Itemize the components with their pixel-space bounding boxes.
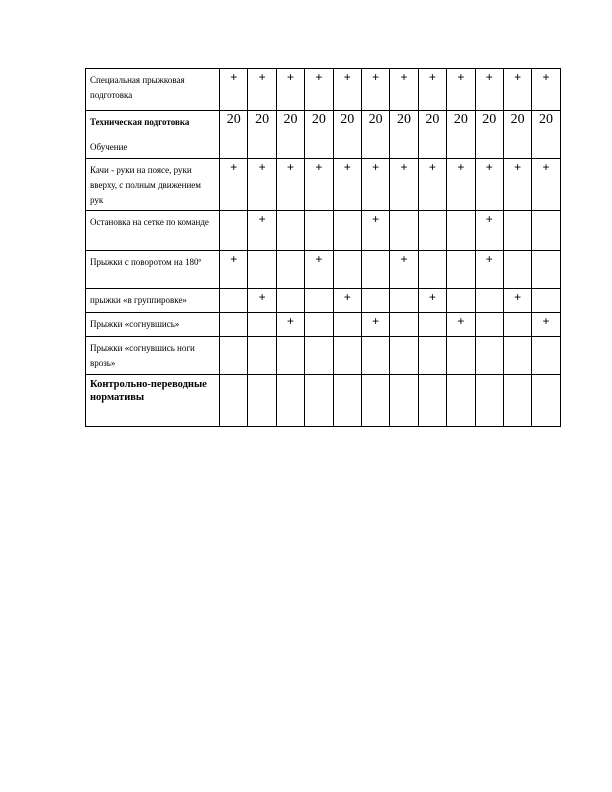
plus-mark: +: [514, 70, 522, 84]
training-plan-body: [86, 69, 561, 427]
plus-mark: +: [372, 160, 380, 174]
table-cell: [503, 211, 531, 251]
table-cell: [333, 211, 361, 251]
table-cell: [447, 375, 475, 427]
table-cell: [361, 69, 389, 111]
table-cell: [390, 337, 418, 375]
plus-mark: +: [230, 160, 238, 174]
cell-value: 20: [510, 112, 525, 127]
table-row: [86, 251, 561, 289]
table-cell: [361, 289, 389, 313]
row-label: Качи - руки на поясе, руки вверху, с полным движением рук: [90, 165, 202, 205]
row-label: прыжки «в группировке»: [90, 295, 187, 305]
table-cell: [248, 111, 276, 159]
table-cell: [503, 337, 531, 375]
plus-mark: +: [258, 212, 266, 226]
row-label: Техническая подготовка: [90, 117, 190, 127]
table-cell: [276, 69, 304, 111]
table-cell: [220, 211, 248, 251]
table-row: [86, 337, 561, 375]
table-cell: [390, 111, 418, 159]
table-cell: [276, 375, 304, 427]
table-cell: [248, 251, 276, 289]
table-cell: [532, 211, 560, 251]
table-cell: [532, 69, 560, 111]
table-cell: [361, 159, 389, 211]
cell-value: 20: [311, 112, 326, 127]
table-cell: [475, 375, 503, 427]
plus-mark: +: [542, 160, 550, 174]
table-cell: [248, 159, 276, 211]
table-cell: [447, 159, 475, 211]
table-cell: [418, 159, 446, 211]
row-label-cell: [86, 375, 220, 427]
table-cell: [248, 313, 276, 337]
table-cell: [220, 111, 248, 159]
table-cell: [503, 375, 531, 427]
table-cell: [503, 69, 531, 111]
plus-mark: +: [485, 70, 493, 84]
table-cell: [475, 289, 503, 313]
table-cell: [532, 111, 560, 159]
table-cell: [532, 313, 560, 337]
cell-value: 20: [425, 112, 440, 127]
row-label-cell: [86, 289, 220, 313]
table-cell: [361, 313, 389, 337]
row-label: Контрольно-переводные нормативы: [90, 379, 207, 403]
table-cell: [305, 211, 333, 251]
table-cell: [475, 111, 503, 159]
table-cell: [532, 337, 560, 375]
table-cell: [248, 289, 276, 313]
table-cell: [333, 337, 361, 375]
plus-mark: +: [485, 252, 493, 266]
plus-mark: +: [428, 290, 436, 304]
table-cell: [276, 337, 304, 375]
table-cell: [475, 211, 503, 251]
table-cell: [361, 375, 389, 427]
table-cell: [248, 337, 276, 375]
plus-mark: +: [343, 160, 351, 174]
table-row: [86, 111, 561, 159]
plus-mark: +: [457, 314, 465, 328]
table-cell: [503, 111, 531, 159]
table-cell: [390, 375, 418, 427]
table-cell: [532, 159, 560, 211]
table-cell: [503, 159, 531, 211]
plus-mark: +: [514, 160, 522, 174]
row-label: Прыжки «согнувшись»: [90, 319, 180, 329]
table-cell: [220, 289, 248, 313]
plus-mark: +: [315, 70, 323, 84]
table-cell: [333, 313, 361, 337]
table-cell: [503, 251, 531, 289]
table-cell: [333, 111, 361, 159]
plus-mark: +: [372, 70, 380, 84]
table-cell: [390, 251, 418, 289]
plus-mark: +: [343, 70, 351, 84]
plus-mark: +: [485, 212, 493, 226]
table-cell: [276, 289, 304, 313]
row-label: Прыжки с поворотом на 180º: [90, 257, 202, 267]
table-cell: [248, 211, 276, 251]
plus-mark: +: [400, 70, 408, 84]
cell-value: 20: [226, 112, 241, 127]
table-cell: [532, 251, 560, 289]
table-cell: [503, 313, 531, 337]
table-cell: [220, 313, 248, 337]
plus-mark: +: [428, 160, 436, 174]
plus-mark: +: [343, 290, 351, 304]
table-cell: [418, 211, 446, 251]
row-label: Прыжки «согнувшись ноги врозь»: [90, 343, 195, 368]
table-cell: [503, 289, 531, 313]
row-label: Специальная прыжковая подготовка: [90, 75, 185, 100]
plus-mark: +: [258, 160, 266, 174]
table-cell: [447, 337, 475, 375]
table-cell: [305, 289, 333, 313]
table-cell: [390, 69, 418, 111]
table-cell: [248, 375, 276, 427]
plus-mark: +: [542, 314, 550, 328]
plus-mark: +: [457, 70, 465, 84]
table-cell: [305, 69, 333, 111]
row-label-cell: [86, 251, 220, 289]
cell-value: 20: [453, 112, 468, 127]
plus-mark: +: [542, 70, 550, 84]
table-cell: [532, 375, 560, 427]
table-cell: [276, 111, 304, 159]
table-row: [86, 313, 561, 337]
table-cell: [276, 159, 304, 211]
plus-mark: +: [428, 70, 436, 84]
table-cell: [276, 313, 304, 337]
cell-value: 20: [397, 112, 412, 127]
table-row: [86, 211, 561, 251]
table-cell: [333, 251, 361, 289]
cell-value: 20: [538, 112, 553, 127]
table-cell: [220, 337, 248, 375]
table-cell: [390, 211, 418, 251]
plus-mark: +: [372, 314, 380, 328]
plus-mark: +: [230, 70, 238, 84]
table-cell: [418, 69, 446, 111]
table-cell: [418, 337, 446, 375]
table-cell: [361, 111, 389, 159]
training-plan-table: [85, 68, 561, 427]
row-label-cell: [86, 111, 220, 159]
table-cell: [447, 111, 475, 159]
cell-value: 20: [368, 112, 383, 127]
plus-mark: +: [286, 70, 294, 84]
table-row: [86, 159, 561, 211]
table-cell: [390, 159, 418, 211]
table-cell: [475, 313, 503, 337]
table-cell: [305, 375, 333, 427]
row-label-cell: [86, 337, 220, 375]
cell-value: 20: [255, 112, 270, 127]
table-cell: [418, 251, 446, 289]
table-cell: [333, 375, 361, 427]
plus-mark: +: [315, 252, 323, 266]
table-cell: [447, 69, 475, 111]
table-cell: [220, 375, 248, 427]
table-cell: [475, 69, 503, 111]
plus-mark: +: [485, 160, 493, 174]
plus-mark: +: [258, 70, 266, 84]
table-cell: [333, 159, 361, 211]
table-cell: [276, 211, 304, 251]
row-label-cell: [86, 313, 220, 337]
table-cell: [248, 69, 276, 111]
table-cell: [305, 337, 333, 375]
table-cell: [475, 159, 503, 211]
cell-value: 20: [482, 112, 497, 127]
table-cell: [532, 289, 560, 313]
table-row: [86, 375, 561, 427]
table-cell: [305, 111, 333, 159]
table-cell: [220, 69, 248, 111]
row-label-cell: [86, 69, 220, 111]
row-label: Остановка на сетке по команде: [90, 217, 209, 227]
table-row: [86, 69, 561, 111]
plus-mark: +: [400, 252, 408, 266]
table-cell: [475, 251, 503, 289]
table-cell: [276, 251, 304, 289]
table-cell: [447, 313, 475, 337]
table-row: [86, 289, 561, 313]
table-cell: [390, 289, 418, 313]
plus-mark: +: [286, 160, 294, 174]
table-cell: [220, 159, 248, 211]
table-cell: [418, 111, 446, 159]
table-cell: [361, 211, 389, 251]
table-cell: [305, 251, 333, 289]
plus-mark: +: [315, 160, 323, 174]
table-cell: [220, 251, 248, 289]
table-cell: [418, 375, 446, 427]
plus-mark: +: [400, 160, 408, 174]
table-cell: [447, 251, 475, 289]
table-cell: [333, 289, 361, 313]
table-cell: [418, 313, 446, 337]
cell-value: 20: [283, 112, 298, 127]
table-cell: [333, 69, 361, 111]
plus-mark: +: [372, 212, 380, 226]
cell-value: 20: [340, 112, 355, 127]
table-cell: [418, 289, 446, 313]
row-sublabel: Обучение: [90, 142, 128, 152]
table-cell: [447, 289, 475, 313]
row-label-cell: [86, 211, 220, 251]
plus-mark: +: [286, 314, 294, 328]
plus-mark: +: [457, 160, 465, 174]
table-cell: [305, 313, 333, 337]
table-cell: [475, 337, 503, 375]
row-label-cell: [86, 159, 220, 211]
plus-mark: +: [514, 290, 522, 304]
plus-mark: +: [258, 290, 266, 304]
table-cell: [361, 337, 389, 375]
table-cell: [390, 313, 418, 337]
table-cell: [447, 211, 475, 251]
table-cell: [305, 159, 333, 211]
table-cell: [361, 251, 389, 289]
plus-mark: +: [230, 252, 238, 266]
